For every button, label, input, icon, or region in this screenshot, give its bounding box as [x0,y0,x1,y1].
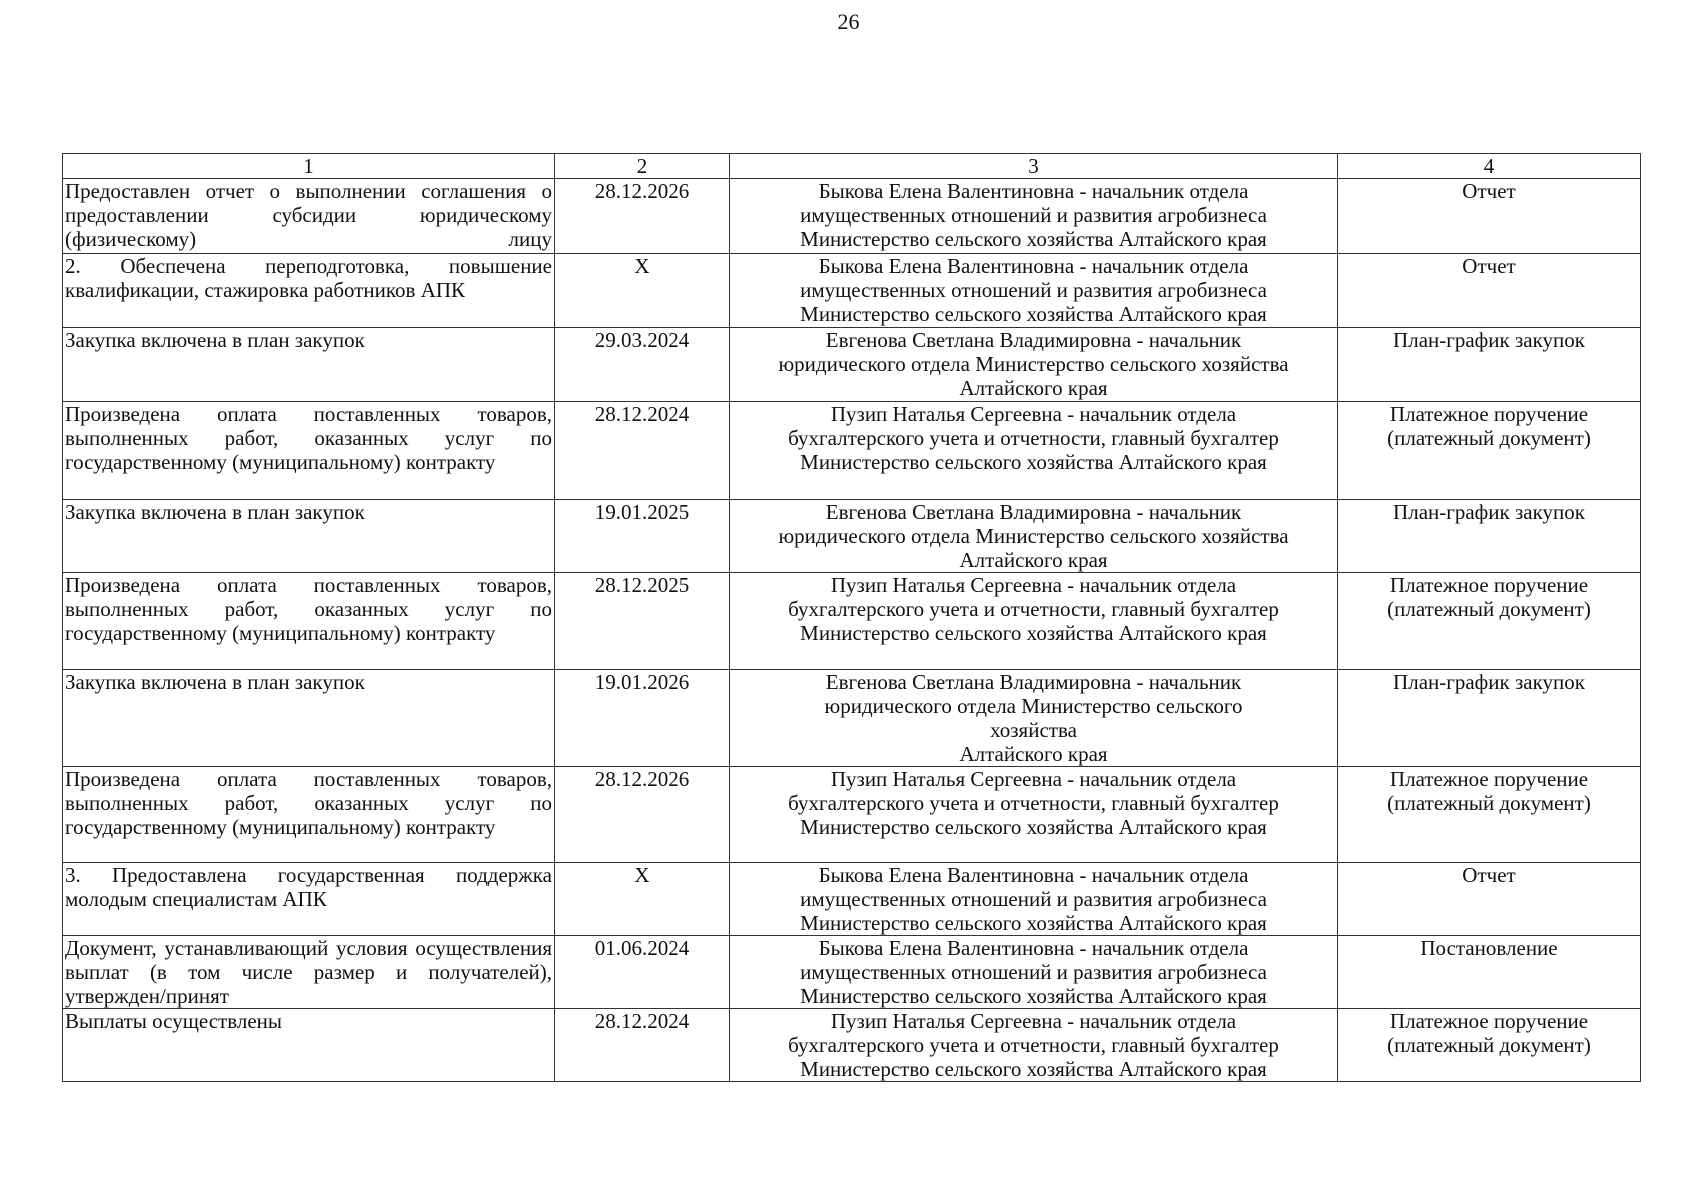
document-cell: Отчет [1338,863,1641,936]
responsible-line: юридического отдела Министерство сельского [824,694,1243,718]
responsible-line: имущественных отношений и развития агробизнеса [800,887,1267,911]
header-col-2: 2 [555,154,730,179]
responsible-cell [730,500,1338,573]
document-cell: План-график закупок [1338,500,1641,573]
event-cell: 3. Предоставлена государственная поддержка молодым специалистам АПК [63,863,555,936]
responsible-line: Евгенова Светлана Владимировна - начальник [825,670,1242,694]
responsible-line: бухгалтерского учета и отчетности, главный бухгалтер [788,426,1279,450]
event-cell: Предоставлен отчет о выполнении соглашения о предоставлении субсидии юридическому (физическому) лицу [63,179,555,254]
document-cell: Отчет [1338,179,1641,254]
event-cell: 2. Обеспечена переподготовка, повышение квалификации, стажировка работников АПК [63,254,555,328]
table-row [63,936,1641,1009]
event-cell: Закупка включена в план закупок [63,328,555,402]
header-col-3: 3 [730,154,1338,179]
event-cell: Произведена оплата поставленных товаров, выполненных работ, оказанных услуг по государственному (муниципальному) контракту [63,573,555,670]
responsible-line: Евгенова Светлана Владимировна - начальник [825,328,1242,352]
table-row [63,767,1641,863]
responsible-cell [730,179,1338,254]
responsible-line: Министерство сельского хозяйства Алтайского края [800,302,1267,326]
document-cell: Постановление [1338,936,1641,1009]
responsible-line: Быкова Елена Валентиновна - начальник отдела [818,254,1249,278]
event-cell: Выплаты осуществлены [63,1009,555,1082]
responsible-line: бухгалтерского учета и отчетности, главный бухгалтер [788,791,1279,815]
responsible-cell [730,670,1338,767]
date-cell: 28.12.2025 [555,573,730,670]
document-cell: План-график закупок [1338,328,1641,402]
responsible-line: Министерство сельского хозяйства Алтайского края [800,1057,1267,1081]
table-row [63,179,1641,254]
header-row [63,154,1641,179]
responsible-line: Министерство сельского хозяйства Алтайского края [800,227,1267,251]
date-cell: 28.12.2024 [555,1009,730,1082]
responsible-line: Алтайского края [959,548,1108,572]
responsible-line: Алтайского края [959,742,1108,766]
event-cell: Закупка включена в план закупок [63,670,555,767]
table-row [63,670,1641,767]
header-col-4: 4 [1338,154,1641,179]
table-row [63,328,1641,402]
responsible-cell [730,402,1338,500]
responsible-cell [730,863,1338,936]
responsible-line: хозяйства [990,718,1077,742]
page-number: 26 [837,9,860,34]
responsible-line: Министерство сельского хозяйства Алтайского края [800,450,1267,474]
responsible-cell [730,328,1338,402]
header-col-1: 1 [63,154,555,179]
responsible-line: Пузип Наталья Сергеевна - начальник отдела [830,1009,1237,1033]
responsible-cell [730,573,1338,670]
responsible-line: Министерство сельского хозяйства Алтайского края [800,911,1267,935]
document-cell: План-график закупок [1338,670,1641,767]
event-cell: Произведена оплата поставленных товаров, выполненных работ, оказанных услуг по государственному (муниципальному) контракту [63,767,555,863]
document-cell: Платежное поручение (платежный документ) [1338,767,1641,863]
responsible-line: бухгалтерского учета и отчетности, главный бухгалтер [788,597,1279,621]
responsible-line: Министерство сельского хозяйства Алтайского края [800,621,1267,645]
date-cell: 01.06.2024 [555,936,730,1009]
responsible-line: Алтайского края [959,376,1108,400]
table-row [63,863,1641,936]
responsible-line: Пузип Наталья Сергеевна - начальник отдела [830,767,1237,791]
date-cell: X [555,254,730,328]
date-cell: X [555,863,730,936]
responsible-line: имущественных отношений и развития агробизнеса [800,960,1267,984]
document-cell: Платежное поручение (платежный документ) [1338,573,1641,670]
date-cell: 19.01.2026 [555,670,730,767]
responsible-line: Быкова Елена Валентиновна - начальник отдела [818,179,1249,203]
document-cell: Отчет [1338,254,1641,328]
responsible-line: бухгалтерского учета и отчетности, главный бухгалтер [788,1033,1279,1057]
responsible-cell [730,254,1338,328]
date-cell: 28.12.2024 [555,402,730,500]
responsible-line: Быкова Елена Валентиновна - начальник отдела [818,863,1249,887]
responsible-line: Пузип Наталья Сергеевна - начальник отдела [830,402,1237,426]
table-row [63,254,1641,328]
responsible-line: имущественных отношений и развития агробизнеса [800,203,1267,227]
responsible-line: Евгенова Светлана Владимировна - начальник [825,500,1242,524]
document-cell: Платежное поручение (платежный документ) [1338,1009,1641,1082]
table-row [63,402,1641,500]
responsible-line: Министерство сельского хозяйства Алтайского края [800,815,1267,839]
responsible-line: юридического отдела Министерство сельского хозяйства [778,524,1289,548]
event-cell: Закупка включена в план закупок [63,500,555,573]
responsible-cell [730,1009,1338,1082]
plan-table [62,153,1641,1082]
table-row [63,573,1641,670]
document-cell: Платежное поручение (платежный документ) [1338,402,1641,500]
responsible-line: Быкова Елена Валентиновна - начальник отдела [818,936,1249,960]
date-cell: 19.01.2025 [555,500,730,573]
responsible-line: Пузип Наталья Сергеевна - начальник отдела [830,573,1237,597]
responsible-line: Министерство сельского хозяйства Алтайского края [800,984,1267,1008]
date-cell: 28.12.2026 [555,767,730,863]
responsible-line: имущественных отношений и развития агробизнеса [800,278,1267,302]
table-row [63,1009,1641,1082]
event-cell: Документ, устанавливающий условия осуществления выплат (в том числе размер и получателей), утвержден/принят [63,936,555,1009]
date-cell: 28.12.2026 [555,179,730,254]
responsible-line: юридического отдела Министерство сельского хозяйства [778,352,1289,376]
date-cell: 29.03.2024 [555,328,730,402]
table-row [63,500,1641,573]
responsible-cell [730,936,1338,1009]
event-cell: Произведена оплата поставленных товаров, выполненных работ, оказанных услуг по государственному (муниципальному) контракту [63,402,555,500]
responsible-cell [730,767,1338,863]
